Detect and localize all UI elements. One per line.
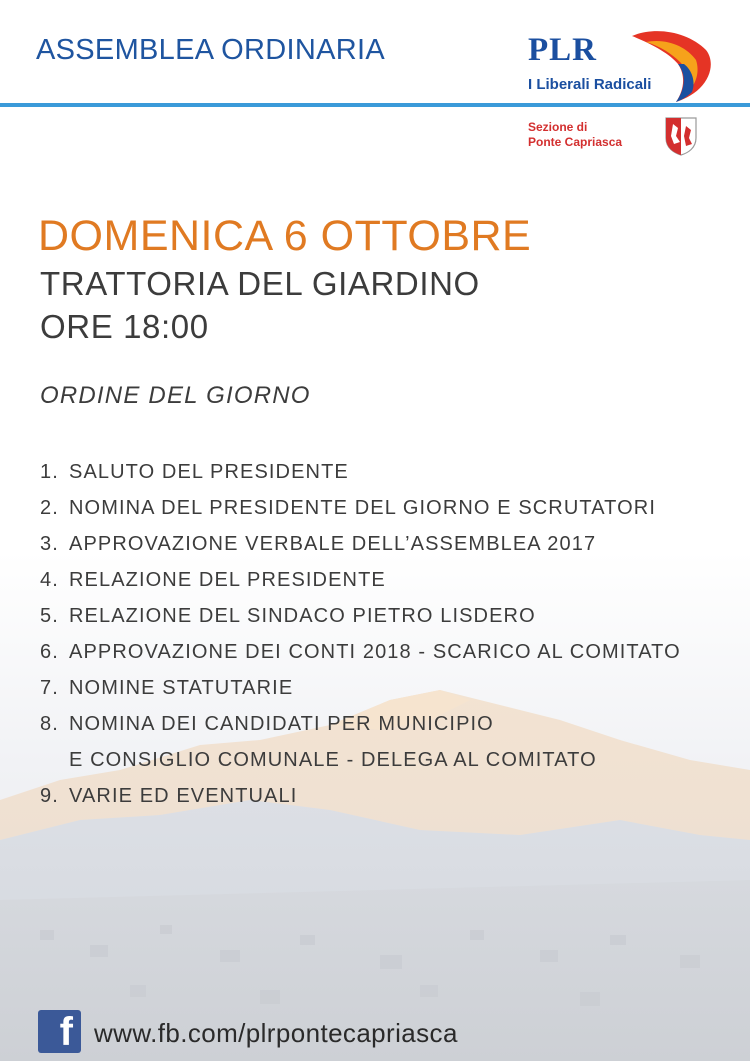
agenda-item-number: 2. bbox=[40, 497, 59, 519]
logo-subtitle: I Liberali Radicali bbox=[528, 76, 652, 93]
agenda-item bbox=[40, 670, 681, 706]
event-time: ORE 18:00 bbox=[40, 308, 209, 345]
agenda-item-number: 8. bbox=[40, 713, 59, 735]
agenda-item bbox=[40, 706, 681, 778]
agenda-item bbox=[40, 598, 681, 634]
agenda-item bbox=[40, 490, 681, 526]
agenda-item-number: 3. bbox=[40, 533, 59, 555]
agenda-item bbox=[40, 778, 681, 814]
header-title: ASSEMBLEA ORDINARIA bbox=[36, 34, 385, 66]
agenda-list bbox=[40, 454, 681, 814]
municipal-crest-icon bbox=[664, 116, 698, 156]
agenda-title: ORDINE DEL GIORNO bbox=[40, 382, 311, 409]
agenda-item-text: NOMINA DEI CANDIDATI PER MUNICIPIO bbox=[69, 713, 494, 735]
agenda-item-number: 7. bbox=[40, 677, 59, 699]
agenda-item-text-continued: E CONSIGLIO COMUNALE - DELEGA AL COMITATO bbox=[69, 749, 597, 771]
facebook-url-link[interactable]: www.fb.com/plrpontecapriasca bbox=[94, 1018, 458, 1048]
logo-name: PLR bbox=[528, 32, 597, 68]
section-line-1: Sezione di bbox=[528, 120, 588, 134]
agenda-item-text: APPROVAZIONE VERBALE DELL’ASSEMBLEA 2017 bbox=[69, 533, 597, 555]
agenda-item-text: NOMINA DEL PRESIDENTE DEL GIORNO E SCRUTATORI bbox=[69, 497, 656, 519]
agenda-item-text: RELAZIONE DEL PRESIDENTE bbox=[69, 569, 386, 591]
plr-logo bbox=[528, 28, 718, 108]
event-date: DOMENICA 6 OTTOBRE bbox=[38, 212, 532, 260]
agenda-item-number: 6. bbox=[40, 641, 59, 663]
event-venue: TRATTORIA DEL GIARDINO bbox=[40, 265, 480, 302]
agenda-item-number: 4. bbox=[40, 569, 59, 591]
agenda-item-text: APPROVAZIONE DEI CONTI 2018 - SCARICO AL COMITATO bbox=[69, 641, 681, 663]
agenda-item-number: 9. bbox=[40, 785, 59, 807]
flame-logo-icon bbox=[626, 28, 716, 104]
agenda-item bbox=[40, 562, 681, 598]
section-line-2: Ponte Capriasca bbox=[528, 135, 623, 149]
agenda-item-text: SALUTO DEL PRESIDENTE bbox=[69, 461, 349, 483]
agenda-item-text: VARIE ED EVENTUALI bbox=[69, 785, 298, 807]
facebook-icon[interactable] bbox=[38, 1010, 81, 1053]
agenda-item bbox=[40, 454, 681, 490]
section-label bbox=[528, 120, 622, 150]
agenda-item-text: NOMINE STATUTARIE bbox=[69, 677, 294, 699]
agenda-item bbox=[40, 526, 681, 562]
agenda-item-number: 5. bbox=[40, 605, 59, 627]
agenda-item-text: RELAZIONE DEL SINDACO PIETRO LISDERO bbox=[69, 605, 536, 627]
agenda-item bbox=[40, 634, 681, 670]
facebook-glyph: f bbox=[59, 1010, 73, 1054]
agenda-item-number: 1. bbox=[40, 461, 59, 483]
